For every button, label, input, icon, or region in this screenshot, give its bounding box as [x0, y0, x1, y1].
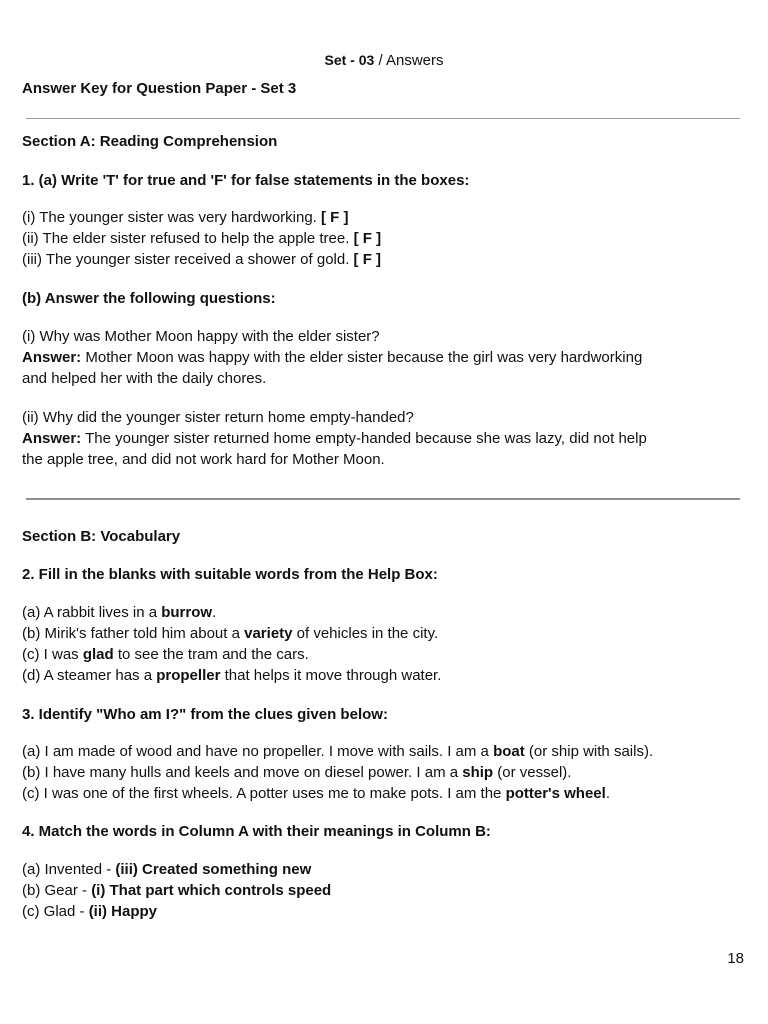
question-text: (i) Why was Mother Moon happy with the elder sister?	[22, 328, 380, 345]
list-item: (iii) The younger sister received a shower of gold. [ F ]	[22, 251, 382, 268]
header-suffix: Answers	[385, 52, 444, 69]
set-label: Set - 03	[324, 52, 375, 68]
list-item: (a) Invented - (iii) Created something new	[22, 861, 312, 878]
q2-heading: 2. Fill in the blanks with suitable words from the Help Box:	[22, 566, 438, 583]
divider-top	[26, 118, 740, 119]
q3-heading: 3. Identify "Who am I?" from the clues given below:	[22, 706, 388, 723]
list-item: (i) The younger sister was very hardworking. [ F ]	[22, 209, 349, 226]
q1a-list	[22, 207, 747, 270]
list-item: (b) Mirik's father told him about a variety of vehicles in the city.	[22, 625, 439, 642]
answer-label: Answer:	[22, 349, 82, 366]
list-item: (ii) The elder sister refused to help the apple tree. [ F ]	[22, 230, 382, 247]
list-item: (c) I was one of the first wheels. A potter uses me to make pots. I am the potter's wheel.	[22, 785, 610, 802]
q4-heading: 4. Match the words in Column A with their meanings in Column B:	[22, 823, 491, 840]
answer-text: Answer: The younger sister returned home empty-handed because she was lazy, did not help	[22, 430, 647, 447]
section-b-heading: Section B: Vocabulary	[22, 528, 181, 545]
answer-label: Answer:	[22, 430, 82, 447]
q4-list	[22, 859, 747, 922]
list-item: (c) I was glad to see the tram and the cars.	[22, 646, 309, 663]
list-item: (c) Glad - (ii) Happy	[22, 903, 158, 920]
page-number: 18	[727, 950, 744, 967]
divider-middle	[26, 498, 740, 500]
q3-list	[22, 741, 747, 804]
header-separator: /	[374, 52, 386, 69]
q1b-item-2: (ii) Why did the younger sister return home empty-handed? Answer: The younger sister returned home empty-handed because she was lazy, did not help the apple tree, and did not work hard for Mother Moon.	[22, 407, 747, 470]
section-a-heading: Section A: Reading Comprehension	[22, 133, 278, 150]
q1b-item-1: (i) Why was Mother Moon happy with the elder sister? Answer: Mother Moon was happy with the elder sister because the girl was very hardworking and helped her with the daily chores.	[22, 326, 747, 389]
q2-list	[22, 602, 747, 686]
tf-answer: [ F ]	[321, 209, 349, 226]
document-title: Answer Key for Question Paper - Set 3	[22, 80, 297, 97]
list-item: (b) Gear - (i) That part which controls speed	[22, 882, 332, 899]
list-item: (b) I have many hulls and keels and move on diesel power. I am a ship (or vessel).	[22, 764, 572, 781]
q1a-heading: 1. (a) Write 'T' for true and 'F' for false statements in the boxes:	[22, 172, 470, 189]
list-item: (d) A steamer has a propeller that helps it move through water.	[22, 667, 442, 684]
page-header	[0, 52, 768, 69]
list-item: (a) A rabbit lives in a burrow.	[22, 604, 217, 621]
tf-answer: [ F ]	[353, 251, 382, 268]
question-text: (ii) Why did the younger sister return home empty-handed?	[22, 409, 414, 426]
list-item: (a) I am made of wood and have no propeller. I move with sails. I am a boat (or ship with sails).	[22, 743, 654, 760]
q1b-heading: (b) Answer the following questions:	[22, 290, 276, 307]
answer-text: Answer: Mother Moon was happy with the elder sister because the girl was very hardworking	[22, 349, 643, 366]
tf-answer: [ F ]	[353, 230, 382, 247]
